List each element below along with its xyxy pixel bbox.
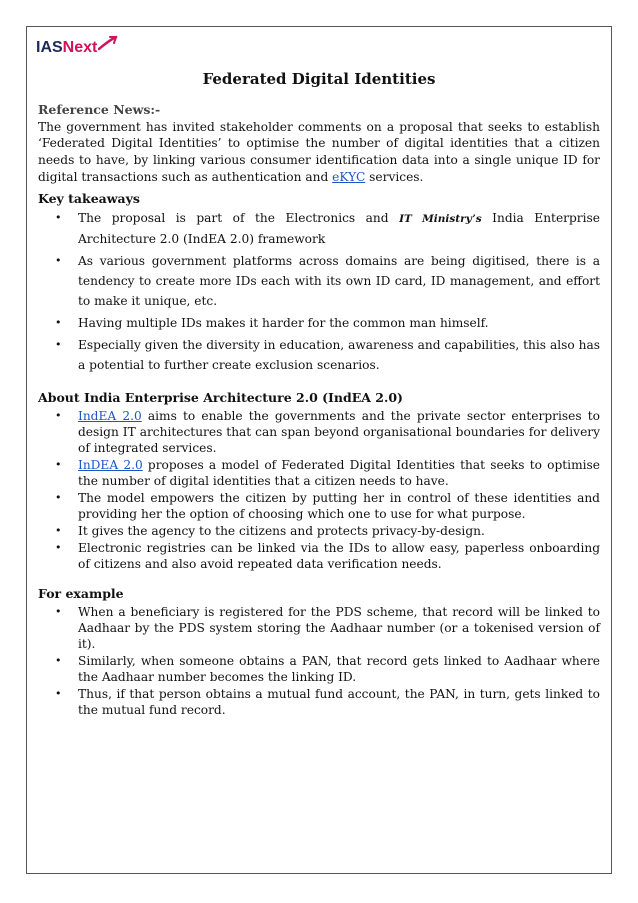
list-item-text: India Enterprise Architecture 2.0 (IndEA 2.0) framework (78, 211, 600, 247)
list-item: • Electronic registries can be linked via the IDs to allow easy, paperless onboarding of citizens and also avoid repeated data verification needs. (78, 540, 600, 572)
list-item: • As various government platforms across domains are being digitised, there is a tendency to create more IDs each with its own ID card, ID management, and effort to make it unique, etc. (78, 251, 600, 311)
list-item: • It gives the agency to the citizens and protects privacy-by-design. (78, 523, 600, 539)
reference-paragraph (38, 119, 600, 186)
list-item-emphasis: IT Ministry’s (399, 213, 482, 226)
list-item: • When a beneficiary is registered for the PDS scheme, that record will be linked to Aadhaar by the PDS system storing the Aadhaar number (or a tokenised version of it). (78, 604, 600, 652)
reference-text: The government has invited stakeholder comments on a proposal that seeks to establish ‘Federated Digital Identities’ to optimise the number of digital identities that a citizen needs to have, by linking various consumer identification data into a single unique ID for digital transactions such as authentication and (38, 119, 600, 184)
key-takeaways-list (38, 208, 600, 375)
list-item-text: proposes a model of Federated Digital Identities that seeks to optimise the number of digital identities that a citizen needs to have. (78, 457, 600, 488)
logo-ias-text: IAS (36, 39, 63, 56)
logo-next-text: Next (62, 39, 98, 56)
page-title: Federated Digital Identities (202, 70, 436, 88)
list-item: • Having multiple IDs makes it harder for the common man himself. (78, 313, 600, 333)
list-item (78, 457, 600, 489)
list-item-text: The proposal is part of the Electronics and (78, 211, 400, 226)
about-indea-heading: About India Enterprise Architecture 2.0 (IndEA 2.0) (38, 390, 403, 406)
for-example-heading: For example (38, 585, 124, 601)
ekyc-link[interactable]: eKYC (332, 169, 366, 184)
key-takeaways-heading: Key takeaways (38, 190, 140, 206)
list-item: • The model empowers the citizen by putting her in control of these identities and providing her the option of choosing which one to use for what purpose. (78, 490, 600, 522)
list-item (78, 208, 600, 249)
list-item: • Similarly, when someone obtains a PAN, that record gets linked to Aadhaar where the Aadhaar number becomes the linking ID. (78, 653, 600, 685)
about-indea-list (38, 408, 600, 572)
logo-swoosh-icon (98, 35, 118, 51)
list-item: • Thus, if that person obtains a mutual fund account, the PAN, in turn, gets linked to the mutual fund record. (78, 686, 600, 718)
document-body (38, 102, 600, 719)
list-item (78, 408, 600, 456)
list-item: • Especially given the diversity in education, awareness and capabilities, this also has a potential to further create exclusion scenarios. (78, 335, 600, 375)
indea-link[interactable]: IndEA 2.0 (78, 408, 142, 423)
reference-text-end: services. (365, 169, 424, 184)
list-item-text: aims to enable the governments and the private sector enterprises to design IT architectures that can span beyond organisational boundaries for delivery of integrated services. (78, 408, 600, 455)
indea-link-2[interactable]: InDEA 2.0 (78, 457, 143, 472)
reference-label: Reference News:- (38, 102, 161, 117)
for-example-list (38, 604, 600, 718)
iasnext-logo (36, 33, 118, 63)
